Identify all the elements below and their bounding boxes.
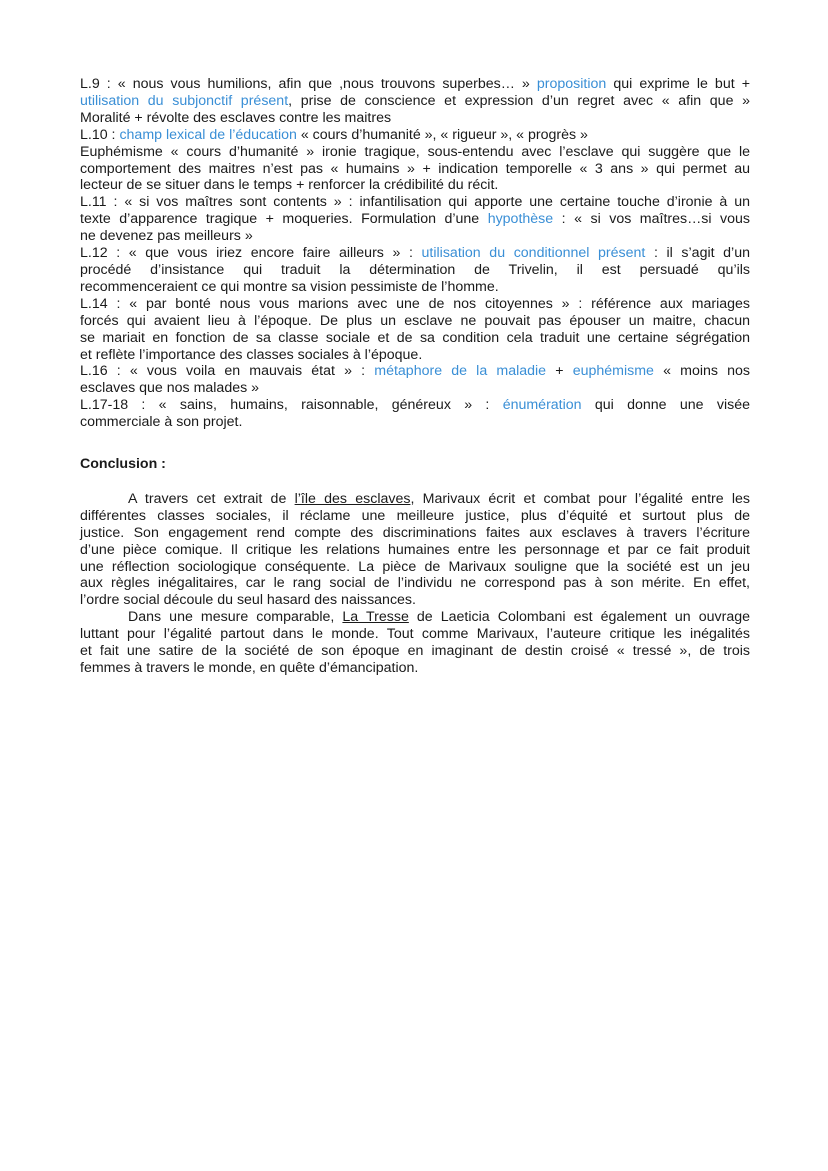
text-run: L.17-18 : « sains, humains, raisonnable, généreux » : xyxy=(80,397,503,414)
text-run: , Marivaux écrit et combat pour l’égalité entre les xyxy=(410,490,750,507)
text-run: se mariait en fonction de sa classe sociale et de sa condition cela traduit une certaine ségrégation xyxy=(80,329,750,346)
text-run: : « si vos maîtres…si vous xyxy=(553,211,750,228)
text-run: lecteur de se situer dans le temps + renforcer la crédibilité du récit. xyxy=(80,177,499,194)
text-run: luttant pour l’égalité partout dans le monde. Tout comme Marivaux, l’auteure critique les inégalités xyxy=(80,626,750,643)
conclusion-line xyxy=(80,525,750,542)
analysis-line xyxy=(80,296,750,313)
analysis-line xyxy=(80,144,750,161)
analysis-line xyxy=(80,330,750,347)
text-run: femmes à travers le monde, en quête d’émancipation. xyxy=(80,660,419,676)
conclusion-line xyxy=(80,491,750,508)
text-run: d’une pièce comique. Il critique les relations humaines entre les personnage et par ce fait produit xyxy=(80,541,750,558)
text-run: l’ordre social découle du seul hasard des naissances. xyxy=(80,592,416,609)
text-run: ne devenez pas meilleurs » xyxy=(80,228,253,245)
text-run: commerciale à son projet. xyxy=(80,414,243,431)
conclusion-line xyxy=(80,542,750,559)
analysis-line xyxy=(80,228,750,245)
text-run: justice. Son engagement rend compte des discriminations faites aux esclaves à travers l’écriture xyxy=(80,524,750,541)
analysis-line xyxy=(80,262,750,279)
text-run: L.12 : « que vous iriez encore faire ailleurs » : xyxy=(80,245,422,262)
text-run: Euphémisme « cours d’humanité » ironie tragique, sous-entendu avec l’esclave qui suggère que le xyxy=(80,143,750,160)
highlighted-term: utilisation du subjonctif présent xyxy=(80,92,289,109)
text-run: L.14 : « par bonté nous vous marions avec une de nos citoyennes » : référence aux mariages xyxy=(80,295,750,312)
text-run: qui donne une visée xyxy=(581,397,750,414)
highlighted-term: métaphore de la maladie xyxy=(374,363,547,380)
underlined-title: l’île des esclaves xyxy=(294,490,411,507)
text-run: L.16 : « vous voila en mauvais état » : xyxy=(80,363,375,380)
analysis-line xyxy=(80,380,750,397)
analysis-line xyxy=(80,211,750,228)
text-run: et reflète l’importance des classes sociales à l’époque. xyxy=(80,346,423,363)
analysis-line xyxy=(80,110,750,127)
text-run: A travers cet extrait de xyxy=(128,490,295,507)
text-run: texte d’apparence tragique + moqueries. Formulation d’une xyxy=(80,211,488,228)
text-run: de Laeticia Colombani est également un ouvrage xyxy=(408,609,750,626)
analysis-line xyxy=(80,127,750,144)
conclusion-line xyxy=(80,508,750,525)
text-run: L.10 : xyxy=(80,126,120,143)
analysis-line xyxy=(80,397,750,414)
text-run: forcés qui avaient lieu à l’époque. De plus un esclave ne pouvait pas épouser un maitre, chacun xyxy=(80,312,750,329)
text-run: Dans une mesure comparable, xyxy=(128,609,343,626)
text-run: : il s’agit d’un xyxy=(645,245,750,262)
conclusion-line xyxy=(80,609,750,626)
analysis-line xyxy=(80,347,750,364)
conclusion-line xyxy=(80,575,750,592)
conclusion-heading: Conclusion : xyxy=(80,456,166,473)
analysis-line xyxy=(80,177,750,194)
analysis-section xyxy=(80,76,750,431)
conclusion-line xyxy=(80,643,750,660)
underlined-title: La Tresse xyxy=(342,609,409,626)
analysis-line xyxy=(80,76,750,93)
highlighted-term: hypothèse xyxy=(487,211,554,228)
analysis-line xyxy=(80,313,750,330)
analysis-line xyxy=(80,161,750,178)
analysis-line xyxy=(80,363,750,380)
text-run: aux règles inégalitaires, car le rang social de l’individu ne correspond pas à son mérite. En effet, xyxy=(80,575,750,592)
text-run: « cours d’humanité », « rigueur », « progrès » xyxy=(296,126,588,143)
analysis-line xyxy=(80,279,750,296)
text-run: « moins nos xyxy=(653,363,751,380)
text-run: une réflection sociologique conséquente. La pièce de Marivaux souligne que la société est un jeu xyxy=(80,558,750,575)
text-run: différentes classes sociales, il réclame une meilleure justice, plus d’équité et surtout plus de xyxy=(80,507,750,524)
text-run: procédé d’insistance qui traduit la détermination de Trivelin, il est persuadé qu’ils xyxy=(80,261,750,278)
text-run: + xyxy=(546,363,573,380)
text-run: qui exprime le but + xyxy=(606,76,750,92)
conclusion-line xyxy=(80,592,750,609)
text-run: comportement des maitres n’est pas « humains » + indication temporelle « 3 ans » qui permet au xyxy=(80,160,750,177)
text-run: Moralité + révolte des esclaves contre les maitres xyxy=(80,109,392,126)
conclusion-line xyxy=(80,559,750,576)
text-run: esclaves que nos malades » xyxy=(80,380,260,397)
text-run: L.11 : « si vos maîtres sont contents » : infantilisation qui apporte une certaine touche d’ironie à un xyxy=(80,194,750,211)
highlighted-term: euphémisme xyxy=(572,363,654,380)
conclusion-line xyxy=(80,626,750,643)
highlighted-term: champ lexical de l’éducation xyxy=(119,126,297,143)
text-run: L.9 : « nous vous humilions, afin que ,nous trouvons superbes… » xyxy=(80,76,537,92)
text-run: , prise de conscience et expression d’un regret avec « afin que » xyxy=(288,92,750,109)
conclusion-section xyxy=(80,491,750,677)
analysis-line xyxy=(80,245,750,262)
highlighted-term: proposition xyxy=(536,76,607,92)
text-run: et fait une satire de la société de son époque en imaginant de destin croisé « tressé », de trois xyxy=(80,643,750,660)
highlighted-term: énumération xyxy=(502,397,582,414)
analysis-line xyxy=(80,414,750,431)
text-run: recommenceraient ce qui montre sa vision pessimiste de l’homme. xyxy=(80,278,499,295)
highlighted-term: utilisation du conditionnel présent xyxy=(421,245,646,262)
conclusion-line xyxy=(80,660,750,677)
analysis-line xyxy=(80,93,750,110)
analysis-line xyxy=(80,194,750,211)
